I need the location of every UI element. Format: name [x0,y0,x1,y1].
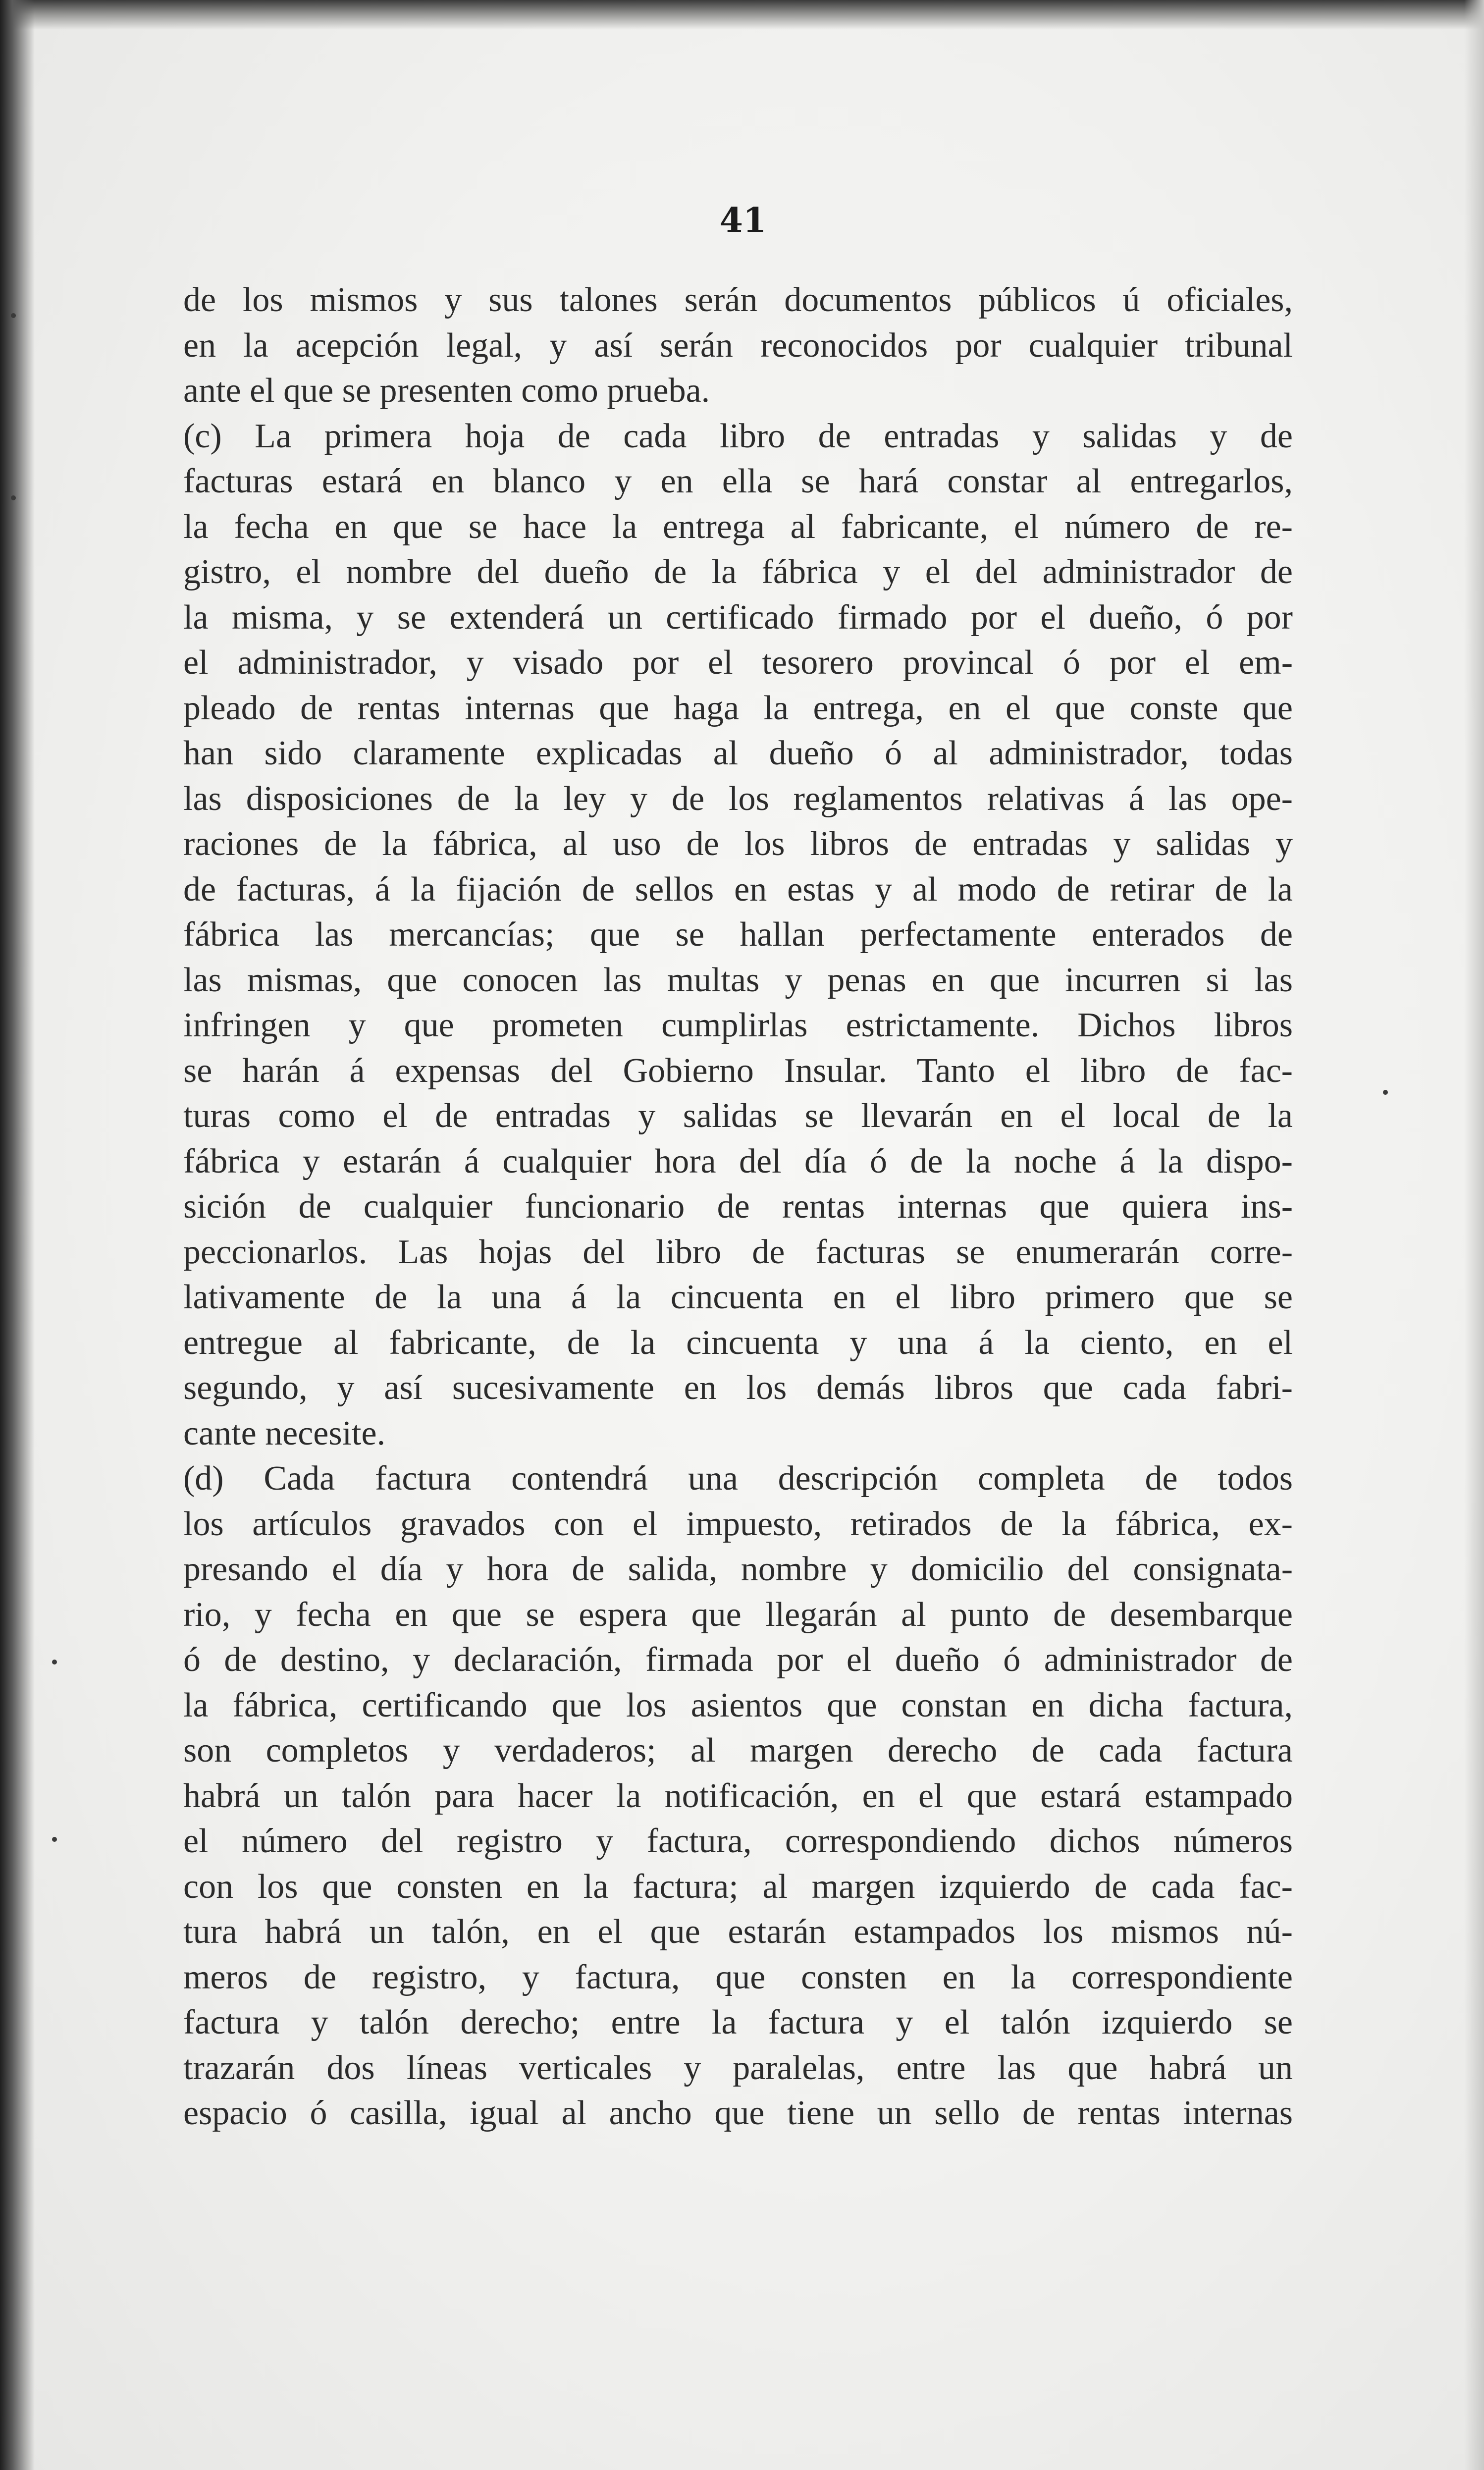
text-line: con los que consten en la factura; al margen izquierdo de cada fac- [183,1867,1293,1906]
text-line: raciones de la fábrica, al uso de los libros de entradas y salidas y [183,825,1293,863]
text-line: se harán á expensas del Gobierno Insular. Tanto el libro de fac- [183,1051,1293,1090]
margin-speck [52,1837,57,1842]
text-line: fábrica y estarán á cualquier hora del día ó de la noche á la dispo- [183,1142,1293,1181]
text-line: cante necesite. [183,1414,386,1452]
text-line: de facturas, á la fijación de sellos en estas y al modo de retirar de la [183,870,1293,909]
text-line: ante el que se presenten como prueba. [183,372,710,410]
text-line: entregue al fabricante, de la cincuenta y una á la ciento, en el [183,1323,1293,1362]
page-left-edge-shadow [0,0,35,2470]
page-right-edge-shadow [1464,0,1484,2470]
text-line: rio, y fecha en que se espera que llegarán al punto de desembarque [183,1595,1293,1634]
margin-speck [11,313,16,318]
text-line: fábrica las mercancías; que se hallan perfectamente enterados de [183,915,1293,954]
text-line: sición de cualquier funcionario de rentas internas que quiera ins- [183,1187,1293,1226]
text-line: ó de destino, y declaración, firmada por el dueño ó administrador de [183,1641,1293,1679]
page-number: 41 [719,201,767,240]
text-line: trazarán dos líneas verticales y paralelas, entre las que habrá un [183,2048,1293,2087]
text-line: meros de registro, y factura, que consten en la correspondiente [183,1958,1293,1996]
text-line: la fábrica, certificando que los asientos que constan en dicha factura, [183,1686,1293,1724]
text-line: pleado de rentas internas que haga la entrega, en el que conste que [183,689,1293,727]
text-line: el número del registro y factura, correspondiendo dichos números [183,1822,1293,1860]
text-line: factura y talón derecho; entre la factura y el talón izquierdo se [183,2003,1293,2041]
text-line: (d) Cada factura contendrá una descripción completa de todos [183,1459,1293,1498]
text-line: (c) La primera hoja de cada libro de entradas y salidas y de [183,417,1293,455]
text-line: lativamente de la una á la cincuenta en el libro primero que se [183,1278,1293,1316]
text-line: peccionarlos. Las hojas del libro de facturas se enumerarán corre- [183,1233,1293,1271]
text-line: tura habrá un talón, en el que estarán estampados los mismos nú- [183,1913,1293,1951]
text-line: las mismas, que conocen las multas y penas en que incurren si las [183,961,1293,999]
text-line: la misma, y se extenderá un certificado firmado por el dueño, ó por [183,598,1293,637]
text-line: infringen y que prometen cumplirlas estrictamente. Dichos libros [183,1006,1293,1044]
margin-speck [1383,1090,1388,1095]
text-line: han sido claramente explicadas al dueño ó al administrador, todas [183,734,1293,772]
margin-speck [11,495,16,500]
body-text [183,277,1293,2136]
text-line: el administrador, y visado por el tesorero provincal ó por el em- [183,644,1293,682]
text-line: gistro, el nombre del dueño de la fábrica y el del administrador de [183,553,1293,591]
page-top-edge-shadow [0,0,1484,30]
text-line: en la acepción legal, y así serán reconocidos por cualquier tribunal [183,326,1293,365]
text-line: de los mismos y sus talones serán documentos públicos ú oficiales, [183,281,1293,319]
text-line: habrá un talón para hacer la notificación, en el que estará estampado [183,1776,1293,1815]
text-line: son completos y verdaderos; al margen derecho de cada factura [183,1731,1293,1770]
text-line: espacio ó casilla, igual al ancho que tiene un sello de rentas internas [183,2094,1293,2132]
text-line: segundo, y así sucesivamente en los demás libros que cada fabri- [183,1369,1293,1407]
text-line: presando el día y hora de salida, nombre y domicilio del consignata- [183,1550,1293,1588]
text-line: las disposiciones de la ley y de los reglamentos relativas á las ope- [183,779,1293,818]
text-line: turas como el de entradas y salidas se llevarán en el local de la [183,1097,1293,1135]
text-line: los artículos gravados con el impuesto, retirados de la fábrica, ex- [183,1504,1293,1543]
text-line: facturas estará en blanco y en ella se hará constar al entregarlos, [183,462,1293,500]
text-line: la fecha en que se hace la entrega al fabricante, el número de re- [183,507,1293,546]
margin-speck [52,1660,57,1665]
